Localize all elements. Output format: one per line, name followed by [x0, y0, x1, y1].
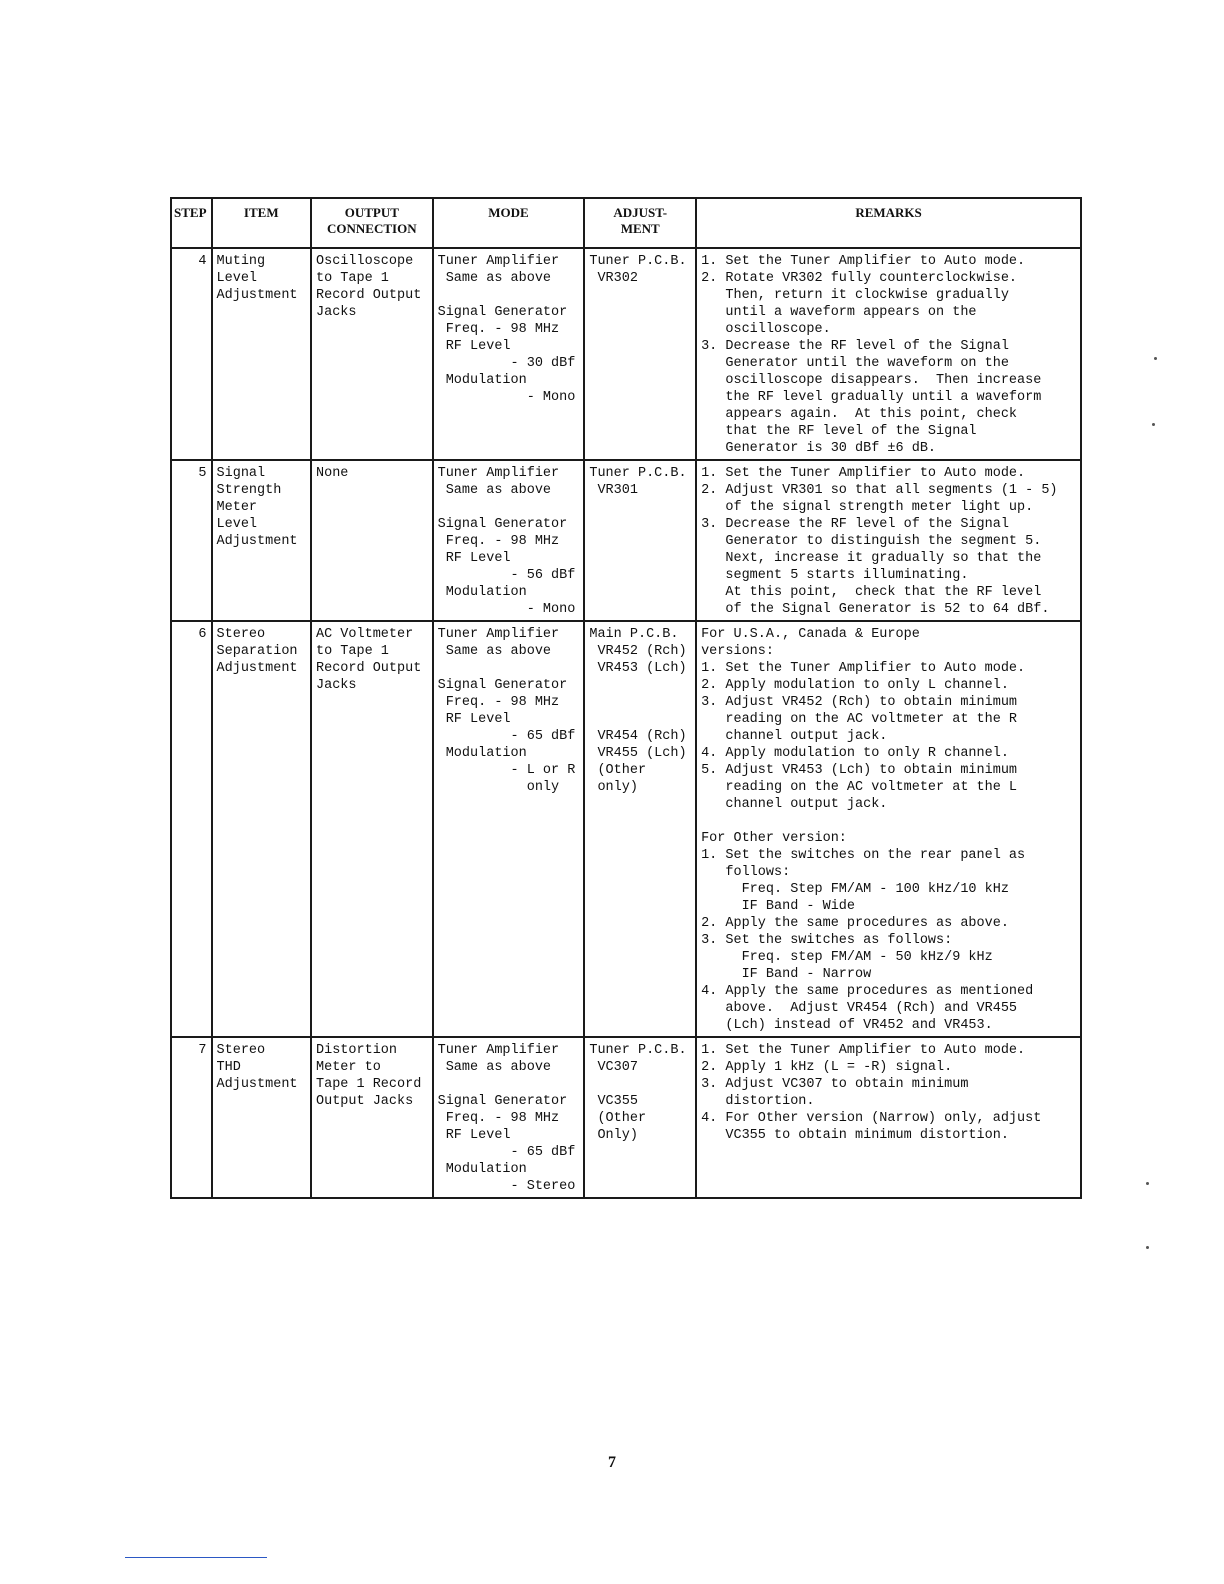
remarks-list: [701, 465, 1076, 618]
mode-cell: Tuner Amplifier Same as above Signal Generator Freq. - 98 MHz RF Level - 30 dBf Modulation - Mono: [433, 248, 585, 460]
remark-item: 2. Apply modulation to only L channel.: [701, 678, 1009, 693]
output-connection-cell: AC Voltmeter to Tape 1 Record Output Jacks: [311, 621, 433, 1037]
mode-cell: Tuner Amplifier Same as above Signal Generator Freq. - 98 MHz RF Level - 65 dBf Modulation - L or R only: [433, 621, 585, 1037]
adjustment-procedure-table: [170, 197, 1082, 1199]
output-connection-cell: None: [311, 460, 433, 621]
remark-item: 1. Set the Tuner Amplifier to Auto mode.: [701, 1043, 1026, 1058]
remarks-cell: [696, 248, 1081, 460]
item-cell: Muting Level Adjustment: [212, 248, 311, 460]
item-cell: Signal Strength Meter Level Adjustment: [212, 460, 311, 621]
table-row-step-6: [171, 621, 1081, 1037]
remark-item: 3. Adjust VC307 to obtain minimum distortion.: [701, 1077, 969, 1109]
table-header-row: [171, 198, 1081, 248]
remark-item: 2. Apply the same procedures as above.: [701, 916, 1009, 931]
remark-item: 4. Apply modulation to only R channel.: [701, 746, 1009, 761]
header-output-connection: OUTPUT CONNECTION: [311, 198, 433, 248]
header-step: STEP: [171, 198, 212, 248]
scan-speck: [1154, 357, 1157, 360]
table-row-step-4: [171, 248, 1081, 460]
remarks-cell: [696, 621, 1081, 1037]
remarks-heading-usa-canada-europe: For U.S.A., Canada & Europe versions:: [701, 627, 920, 659]
remark-item: 4. Apply the same procedures as mentioned above. Adjust VR454 (Rch) and VR455 (Lch) instead of VR452 and VR453.: [701, 984, 1034, 1033]
remark-item: 4. For Other version (Narrow) only, adjust VC355 to obtain minimum distortion.: [701, 1111, 1042, 1143]
scan-speck: [1146, 1246, 1149, 1249]
header-item: ITEM: [212, 198, 311, 248]
remark-item: 3. Adjust VR452 (Rch) to obtain minimum reading on the AC voltmeter at the R channel output jack.: [701, 695, 1018, 744]
output-connection-cell: Oscilloscope to Tape 1 Record Output Jacks: [311, 248, 433, 460]
scan-speck: [1146, 1182, 1149, 1185]
adjustment-cell: Tuner P.C.B. VR301: [584, 460, 696, 621]
item-cell: Stereo Separation Adjustment: [212, 621, 311, 1037]
remarks-heading-other-version: For Other version:: [701, 831, 847, 846]
remark-item: 3. Decrease the RF level of the Signal Generator until the waveform on the oscilloscope disappears. Then increase the RF level gradually until a waveform appears again. At this point, check that the RF level of the Signal Generator is 30 dBf ±6 dB.: [701, 339, 1042, 456]
header-mode: MODE: [433, 198, 585, 248]
header-remarks: REMARKS: [696, 198, 1081, 248]
step-number: 5: [171, 460, 212, 621]
mode-cell: Tuner Amplifier Same as above Signal Generator Freq. - 98 MHz RF Level - 56 dBf Modulation - Mono: [433, 460, 585, 621]
step-number: 7: [171, 1037, 212, 1198]
header-adjustment: ADJUST- MENT: [584, 198, 696, 248]
remark-item: 2. Rotate VR302 fully counterclockwise. Then, return it clockwise gradually until a waveform appears on the oscilloscope.: [701, 271, 1018, 337]
table-row-step-5: [171, 460, 1081, 621]
step-number: 6: [171, 621, 212, 1037]
remarks-list: [701, 660, 1076, 813]
remark-item: 5. Adjust VR453 (Lch) to obtain minimum reading on the AC voltmeter at the L channel output jack.: [701, 763, 1018, 812]
remark-item: 1. Set the Tuner Amplifier to Auto mode.: [701, 254, 1026, 269]
adjustment-cell: Tuner P.C.B. VC307 VC355 (Other Only): [584, 1037, 696, 1198]
remarks-list: [701, 253, 1076, 457]
remarks-list-other: [701, 847, 1076, 1034]
remark-item: 3. Set the switches as follows: Freq. step FM/AM - 50 kHz/9 kHz IF Band - Narrow: [701, 933, 993, 982]
mode-cell: Tuner Amplifier Same as above Signal Generator Freq. - 98 MHz RF Level - 65 dBf Modulation - Stereo: [433, 1037, 585, 1198]
remarks-cell: [696, 460, 1081, 621]
page-number: 7: [608, 1454, 616, 1471]
item-cell: Stereo THD Adjustment: [212, 1037, 311, 1198]
remark-item: 3. Decrease the RF level of the Signal Generator to distinguish the segment 5. Next, increase it gradually so that the segment 5 starts illuminating. At this point, check that the RF level of the Signal Generator is 52 to 64 dBf.: [701, 517, 1050, 617]
table-row-step-7: [171, 1037, 1081, 1198]
remark-item: 1. Set the Tuner Amplifier to Auto mode.: [701, 466, 1026, 481]
adjustment-cell: Main P.C.B. VR452 (Rch) VR453 (Lch) VR454 (Rch) VR455 (Lch) (Other only): [584, 621, 696, 1037]
scan-speck: [1152, 423, 1155, 426]
footer-rule: [125, 1557, 267, 1558]
remark-item: 2. Adjust VR301 so that all segments (1 - 5) of the signal strength meter light up.: [701, 483, 1058, 515]
step-number: 4: [171, 248, 212, 460]
remark-item: 1. Set the Tuner Amplifier to Auto mode.: [701, 661, 1026, 676]
spacer: [701, 813, 1076, 830]
remarks-list: [701, 1042, 1076, 1144]
remarks-cell: [696, 1037, 1081, 1198]
remark-item: 1. Set the switches on the rear panel as follows: Freq. Step FM/AM - 100 kHz/10 kHz IF Band - Wide: [701, 848, 1026, 914]
remark-item: 2. Apply 1 kHz (L = -R) signal.: [701, 1060, 953, 1075]
output-connection-cell: Distortion Meter to Tape 1 Record Output Jacks: [311, 1037, 433, 1198]
adjustment-cell: Tuner P.C.B. VR302: [584, 248, 696, 460]
